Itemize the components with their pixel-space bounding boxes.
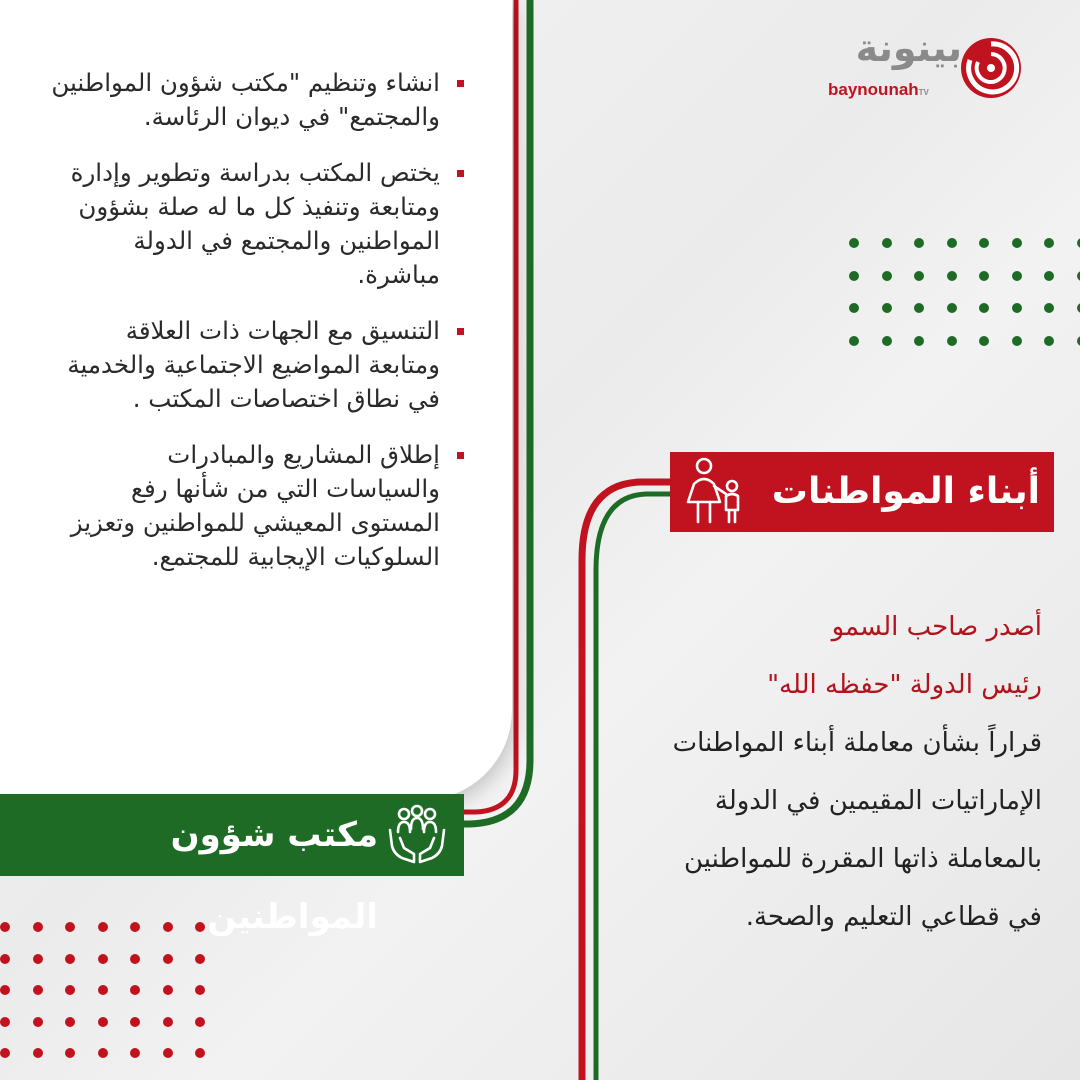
pattern-dot: [947, 238, 957, 248]
mother-child-icon: [680, 454, 750, 530]
bullet-item: [50, 66, 470, 134]
pattern-dot: [98, 954, 108, 964]
pattern-dot: [33, 954, 43, 964]
pattern-dot: [979, 336, 989, 346]
pattern-dot: [163, 1017, 173, 1027]
bullet-list: [50, 66, 470, 596]
bullet-text: يختص المكتب بدراسة وتطوير وإدارة ومتابعة وتنفيذ كل ما له صلة بشؤون المواطنين والمجتمع في الدولة مباشرة.: [70, 158, 440, 289]
pattern-dot: [1077, 336, 1080, 346]
bullet-marker: [457, 80, 464, 87]
pattern-dot: [1012, 238, 1022, 248]
pattern-dot: [65, 985, 75, 995]
pattern-dot: [65, 1048, 75, 1058]
pattern-dot: [1044, 238, 1054, 248]
pattern-dot: [195, 954, 205, 964]
pattern-dot: [914, 336, 924, 346]
bullet-item: [50, 314, 470, 416]
pattern-dot: [0, 954, 10, 964]
pattern-dot: [0, 1048, 10, 1058]
pattern-dot: [130, 922, 140, 932]
bullet-text: التنسيق مع الجهات ذات العلاقة ومتابعة المواضيع الاجتماعية والخدمية في نطاق اختصاصات المكتب .: [67, 316, 440, 413]
pattern-dot: [1012, 303, 1022, 313]
logo-english: [828, 80, 929, 100]
pattern-dot: [1044, 336, 1054, 346]
pattern-dot: [33, 985, 43, 995]
hands-people-icon: [384, 802, 450, 868]
bullet-text: انشاء وتنظيم "مكتب شؤون المواطنين والمجتمع" في ديوان الرئاسة.: [51, 68, 440, 131]
pattern-dot: [849, 336, 859, 346]
pattern-dot: [163, 1048, 173, 1058]
pattern-dot: [195, 1048, 205, 1058]
pattern-dot: [849, 303, 859, 313]
pattern-dot: [33, 1048, 43, 1058]
pattern-dot: [130, 1048, 140, 1058]
pattern-dot: [914, 238, 924, 248]
logo-english-text: baynounah: [828, 80, 919, 99]
decree-line: رئيس الدولة "حفظه الله": [767, 670, 1042, 700]
pattern-dot: [130, 954, 140, 964]
pattern-dot: [65, 922, 75, 932]
bullet-marker: [457, 170, 464, 177]
decree-line: بالمعاملة ذاتها المقررة للمواطنين: [683, 844, 1042, 874]
pattern-dot: [849, 271, 859, 281]
bullet-marker: [457, 452, 464, 459]
pattern-dot: [163, 922, 173, 932]
pattern-dot: [882, 303, 892, 313]
pattern-dot: [163, 954, 173, 964]
logo-mark-icon: [956, 32, 1026, 102]
pattern-dot: [98, 1048, 108, 1058]
office-title: مكتب شؤون المواطنين: [170, 815, 378, 937]
bullet-item: [50, 438, 470, 574]
pattern-dot: [914, 303, 924, 313]
pattern-dot: [0, 985, 10, 995]
pattern-dot: [979, 303, 989, 313]
decree-line: أصدر صاحب السمو: [831, 612, 1042, 642]
decree-line: الإماراتيات المقيمين في الدولة: [714, 786, 1042, 816]
pattern-dot: [195, 1017, 205, 1027]
pattern-dot: [195, 985, 205, 995]
pattern-dot: [979, 238, 989, 248]
pattern-dot: [1044, 303, 1054, 313]
pattern-dot: [98, 985, 108, 995]
pattern-dot: [914, 271, 924, 281]
pattern-dot: [1012, 271, 1022, 281]
pattern-dot: [1044, 271, 1054, 281]
pattern-dot: [98, 1017, 108, 1027]
decree-paragraph: [602, 598, 1042, 946]
pattern-dot: [130, 985, 140, 995]
bullet-text: إطلاق المشاريع والمبادرات والسياسات التي من شأنها رفع المستوى المعيشي للمواطنين وتعزيز السلوكيات الإيجابية للمجتمع.: [70, 440, 440, 571]
bullet-marker: [457, 328, 464, 335]
pattern-dot: [65, 954, 75, 964]
decree-line: في قطاعي التعليم والصحة.: [745, 902, 1042, 932]
pattern-dot: [1077, 271, 1080, 281]
pattern-dot: [0, 922, 10, 932]
pattern-dot: [195, 922, 205, 932]
pattern-dot: [1012, 336, 1022, 346]
pattern-dot: [882, 238, 892, 248]
pattern-dot: [130, 1017, 140, 1027]
pattern-dot: [882, 271, 892, 281]
section-title: أبناء المواطنات: [771, 471, 1040, 512]
bullet-item: [50, 156, 470, 292]
pattern-dot: [947, 271, 957, 281]
pattern-dot: [33, 1017, 43, 1027]
pattern-dot: [947, 303, 957, 313]
pattern-dot: [163, 985, 173, 995]
logo-tv: TV: [918, 88, 929, 97]
pattern-dot: [882, 336, 892, 346]
pattern-dot: [947, 336, 957, 346]
decree-line: قراراً بشأن معاملة أبناء المواطنات: [672, 728, 1042, 758]
logo-arabic: بينونة: [855, 26, 962, 70]
pattern-dot: [849, 238, 859, 248]
pattern-dot: [979, 271, 989, 281]
pattern-dot: [65, 1017, 75, 1027]
pattern-dot: [0, 1017, 10, 1027]
pattern-dot: [33, 922, 43, 932]
pattern-dot: [98, 922, 108, 932]
